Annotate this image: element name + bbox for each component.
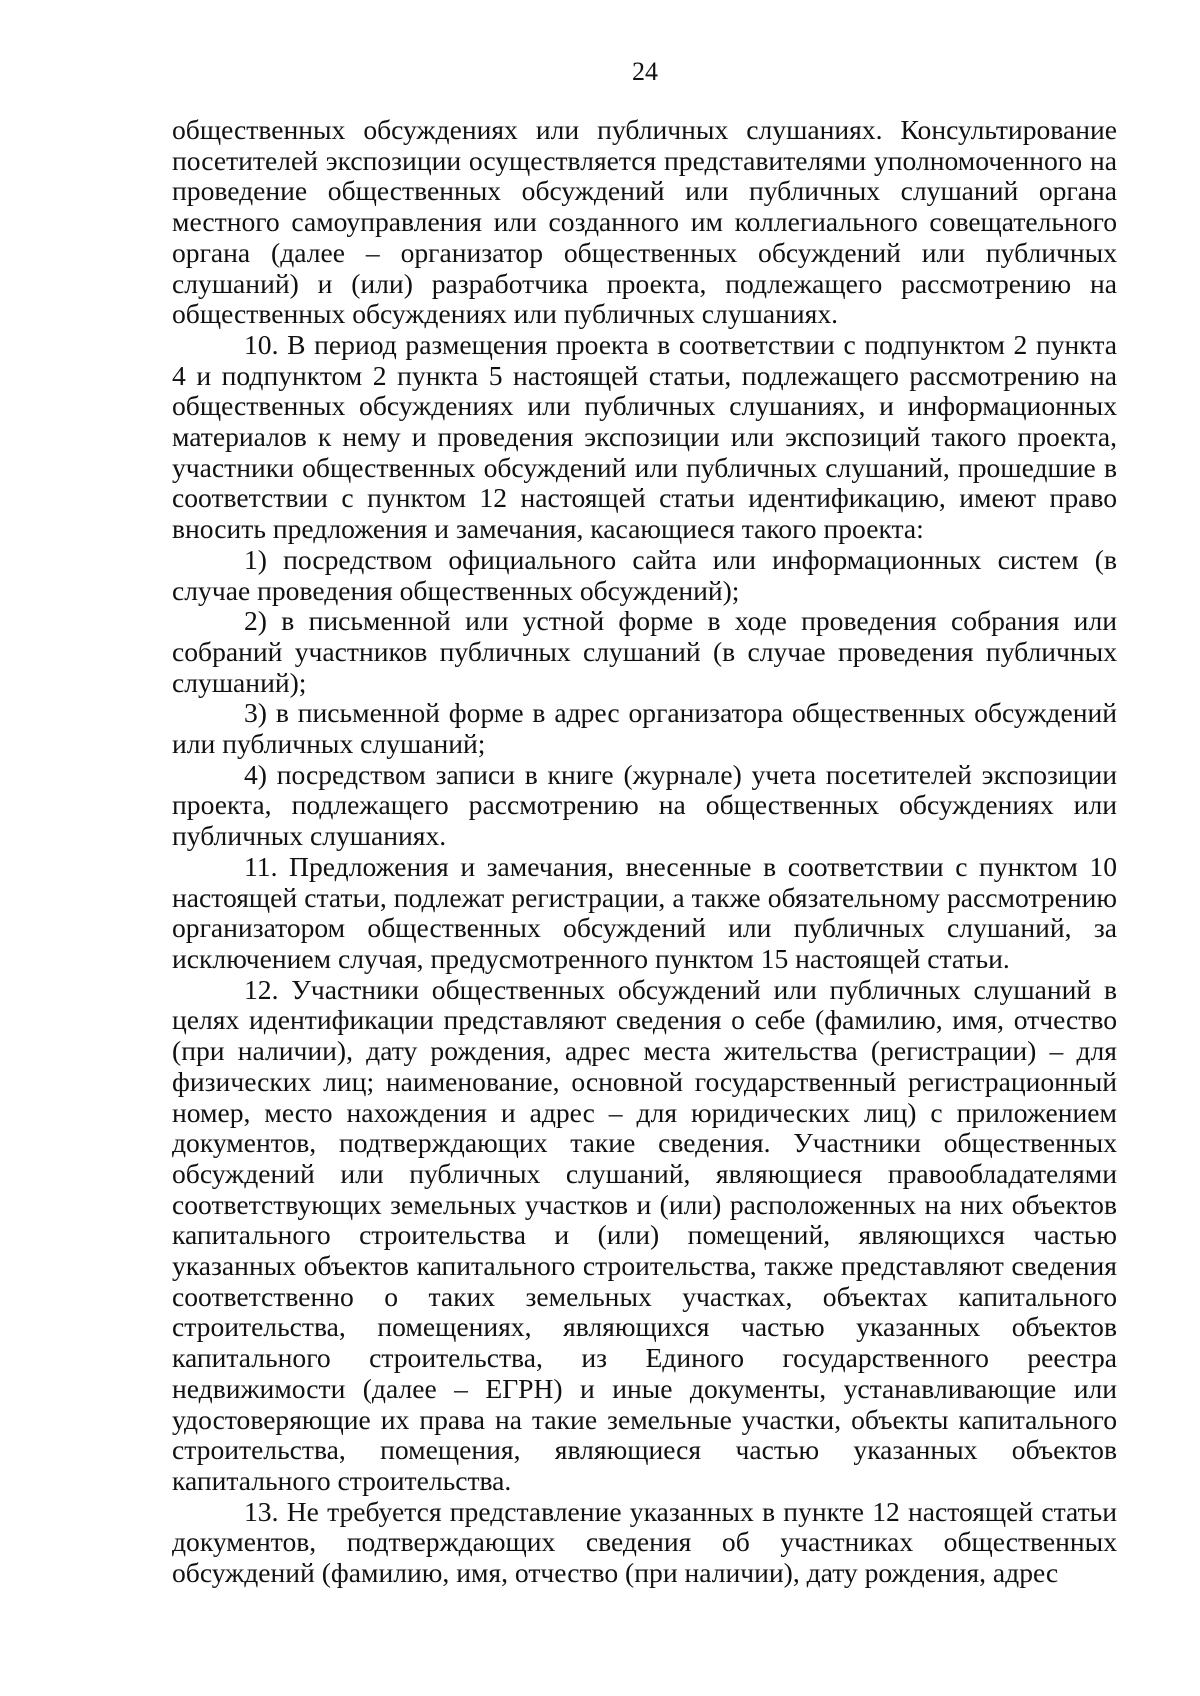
- paragraph: общественных обсуждениях или публичных слушаниях. Консультирование посетителей экспозиции осуществляется представителями уполномоченного на проведение общественных обсуждений или публичных слушаний органа местного самоуправления или созданного им коллегиального совещательного органа (далее – организатор общественных обсуждений или публичных слушаний) и (или) разработчика проекта, подлежащего рассмотрению на общественных обсуждениях или публичных слушаниях.: [172, 114, 1117, 330]
- paragraph: 3) в письменной форме в адрес организатора общественных обсуждений или публичных слушаний;: [172, 697, 1117, 760]
- page-number: 24: [632, 57, 658, 86]
- paragraph: 11. Предложения и замечания, внесенные в соответствии с пунктом 10 настоящей статьи, подлежат регистрации, а также обязательному рассмотрению организатором общественных обсуждений или публичных слушаний, за исключением случая, предусмотренного пунктом 15 настоящей статьи.: [172, 850, 1117, 974]
- paragraph: 10. В период размещения проекта в соответствии с подпунктом 2 пункта 4 и подпунктом 2 пункта 5 настоящей статьи, подлежащего рассмотрению на общественных обсуждениях или публичных слушаниях, и информационных материалов к нему и проведения экспозиции или экспозиций такого проекта, участники общественных обсуждений или публичных слушаний, прошедшие в соответствии с пунктом 12 настоящей статьи идентификацию, имеют право вносить предложения и замечания, касающиеся такого проекта:: [172, 328, 1117, 545]
- paragraph: 12. Участники общественных обсуждений или публичных слушаний в целях идентификации представляют сведения о себе (фамилию, имя, отчество (при наличии), дату рождения, адрес места жительства (регистрации) – для физических лиц; наименование, основной государственный регистрационный номер, место нахождения и адрес – для юридических лиц) с приложением документов, подтверждающих такие сведения. Участники общественных обсуждений или публичных слушаний, являющиеся правообладателями соответствующих земельных участков и (или) расположенных на них объектов капитального строительства и (или) помещений, являющихся частью указанных объектов капитального строительства, также представляют сведения соответственно о таких земельных участках, объектах капитального строительства, помещениях, являющихся частью указанных объектов капитального строительства, из Единого государственного реестра недвижимости (далее – ЕГРН) и иные документы, устанавливающие или удостоверяющие их права на такие земельные участки, объекты капитального строительства, помещения, являющиеся частью указанных объектов капитального строительства.: [172, 973, 1117, 1496]
- paragraph: 2) в письменной или устной форме в ходе проведения собрания или собраний участников публичных слушаний (в случае проведения публичных слушаний);: [172, 605, 1117, 698]
- paragraph: 4) посредством записи в книге (журнале) учета посетителей экспозиции проекта, подлежащего рассмотрению на общественных обсуждениях или публичных слушаниях.: [172, 758, 1117, 852]
- paragraph: 1) посредством официального сайта или информационных систем (в случае проведения общественных обсуждений);: [172, 543, 1117, 606]
- paragraph: 13. Не требуется представление указанных в пункте 12 настоящей статьи документов, подтверждающих сведения об участниках общественных обсуждений (фамилию, имя, отчество (при наличии), дату рождения, адрес: [172, 1495, 1117, 1589]
- document-body: [172, 115, 1117, 1589]
